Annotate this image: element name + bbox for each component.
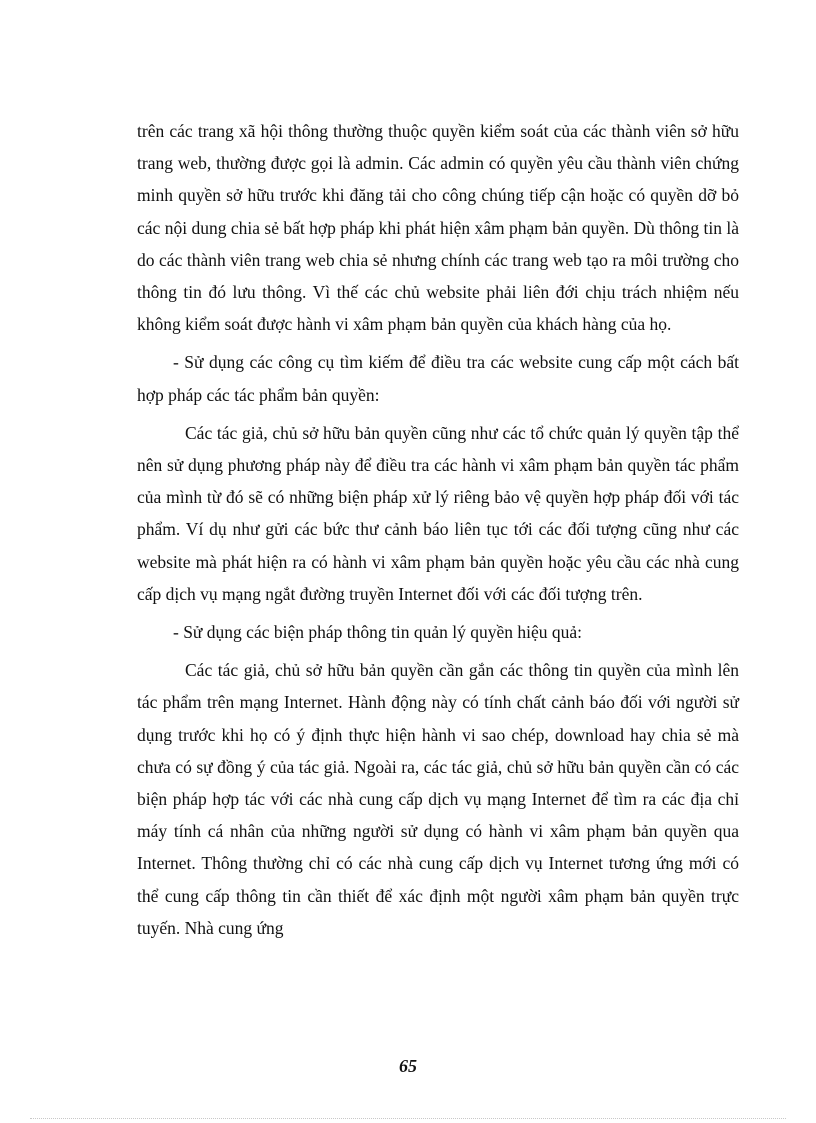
body-text <box>137 115 739 950</box>
paragraph-search-tools-heading: - Sử dụng các công cụ tìm kiếm để điều tra các website cung cấp một cách bất hợp pháp các tác phẩm bản quyền: <box>137 352 739 405</box>
paragraph-admin-control: trên các trang xã hội thông thường thuộc quyền kiểm soát của các thành viên sở hữu trang web, thường được gọi là admin. Các admin có quyền yêu cầu thành viên chứng minh quyền sở hữu trước khi đăng tải cho công chúng tiếp cận hoặc có quyền dỡ bỏ các nội dung chia sẻ bất hợp pháp khi phát hiện xâm phạm bản quyền. Dù thông tin là do các thành viên trang web chia sẻ nhưng chính các trang web tạo ra môi trường cho thông tin đó lưu thông. Vì thế các chủ website phải liên đới chịu trách nhiệm nếu không kiểm soát được hành vi xâm phạm bản quyền của khách hàng của họ. <box>137 121 739 335</box>
paragraph-rights-info-body: Các tác giả, chủ sở hữu bản quyền cần gắn các thông tin quyền của mình lên tác phẩm trên mạng Internet. Hành động này có tính chất cảnh báo đối với người sử dụng trước khi họ có ý định thực hiện hành vi sao chép, download hay chia sẻ mà chưa có sự đồng ý của tác giả. Ngoài ra, các tác giả, chủ sở hữu bản quyền cần có các biện pháp hợp tác với các nhà cung cấp dịch vụ mạng Internet để tìm ra các địa chỉ máy tính cá nhân của những người sử dụng có hành vi xâm phạm bản quyền qua Internet. Thông thường chỉ có các nhà cung cấp dịch vụ Internet tương ứng mới có thể cung cấp thông tin cần thiết để xác định một người xâm phạm bản quyền trực tuyến. Nhà cung ứng <box>137 660 739 938</box>
footer-divider <box>30 1118 786 1119</box>
paragraph-search-tools-body: Các tác giả, chủ sở hữu bản quyền cũng như các tổ chức quản lý quyền tập thể nên sử dụng phương pháp này để điều tra các hành vi xâm phạm bản quyền tác phẩm của mình từ đó sẽ có những biện pháp xử lý riêng bảo vệ quyền hợp pháp đối với tác phẩm. Ví dụ như gửi các bức thư cảnh báo liên tục tới các đối tượng cũng như các website mà phát hiện ra có hành vi xâm phạm bản quyền hoặc yêu cầu các nhà cung cấp dịch vụ mạng ngắt đường truyền Internet đối với các đối tượng trên. <box>137 422 739 604</box>
paragraph-rights-info-heading: - Sử dụng các biện pháp thông tin quản lý quyền hiệu quả: <box>173 622 582 643</box>
page-number: 65 <box>399 1056 417 1076</box>
